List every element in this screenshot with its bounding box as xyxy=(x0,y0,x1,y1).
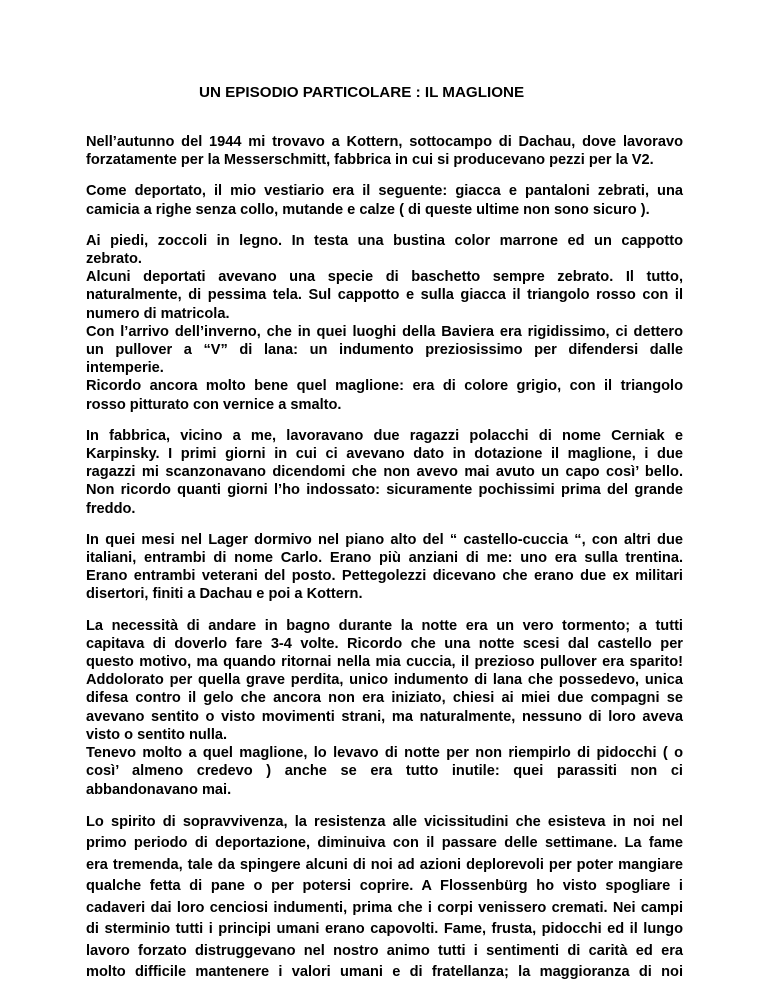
text-line: lavoro forzato distruggevano nel nostro animo tutti i sentimenti di carità ed era xyxy=(86,942,683,959)
text-line: Ricordo ancora molto bene quel maglione: era di colore grigio, con il triangolo xyxy=(86,378,683,395)
paragraph xyxy=(86,427,683,518)
text-line: naturalmente, di pessima tela. Sul cappotto e sulla giacca il triangolo rosso con il xyxy=(86,287,683,304)
text-line: In quei mesi nel Lager dormivo nel piano alto del “ castello-cuccia “, con altri due xyxy=(86,531,683,548)
text-line: cadaveri dai loro cenciosi indumenti, prima che i corpi venissero cremati. Nei campi xyxy=(86,899,683,916)
text-line: freddo. xyxy=(86,500,136,517)
document-title: UN EPISODIO PARTICOLARE : IL MAGLIONE xyxy=(199,84,525,101)
text-line: ragazzi mi scanzonavano dicendomi che non avevo mai avuto un capo così’ bello. xyxy=(86,464,683,481)
text-line: In fabbrica, vicino a me, lavoravano due ragazzi polacchi di nome Cerniak e xyxy=(86,427,683,444)
text-line: Non ricordo quanti giorni l’ho indossato: sicuramente pochissimi prima del grande xyxy=(86,482,683,499)
text-line: zebrato. xyxy=(86,251,142,268)
text-line: Erano entrambi veterani del posto. Pettegolezzi dicevano che erano due ex militari xyxy=(86,568,683,585)
paragraph xyxy=(86,812,683,984)
paragraph xyxy=(86,182,683,218)
text-line: abbandonavano mai. xyxy=(86,781,232,798)
text-line: difesa contro il gelo che ancora non era iniziato, chiesi ai miei due compagni se xyxy=(86,690,683,707)
text-line: Ai piedi, zoccoli in legno. In testa una bustina color marrone ed un cappotto xyxy=(86,232,683,249)
text-line: Addolorato per quella grave perdita, unico indumento di lana che possedevo, unica xyxy=(86,672,683,689)
text-line: intemperie. xyxy=(86,360,164,377)
text-line: qualche fetta di pane o per potersi coprire. A Flossenbürg ho visto spogliare i xyxy=(86,878,683,895)
text-line: capitava di doverlo fare 3-4 volte. Ricordo che una notte scesi dal castello per xyxy=(86,635,683,652)
text-line: molto difficile mantenere i valori umani e di fratellanza; la maggioranza di noi xyxy=(86,964,683,981)
text-line: Come deportato, il mio vestiario era il seguente: giacca e pantaloni zebrati, una xyxy=(86,183,683,200)
text-line: un pullover a “V” di lana: un indumento preziosissimo per difendersi dalle xyxy=(86,342,683,359)
text-line: Con l’arrivo dell’inverno, che in quei luoghi della Baviera era rigidissimo, ci dettero xyxy=(86,323,683,340)
text-line: La necessità di andare in bagno durante la notte era un vero tormento; a tutti xyxy=(86,617,683,634)
paragraph xyxy=(86,232,683,414)
text-line: Lo spirito di sopravvivenza, la resistenza alle vicissitudini che esisteva in noi nel xyxy=(86,813,683,830)
text-line: numero di matricola. xyxy=(86,305,230,322)
text-line: era tremenda, tale da spingere alcuni di noi ad azioni deplorevoli per poter mangiare xyxy=(86,856,683,873)
paragraph xyxy=(86,617,683,799)
text-line: così’ almeno credevo ) anche se era tutto inutile: quei parassiti non ci xyxy=(86,763,683,780)
document-body xyxy=(86,133,683,994)
text-line: disertori, finiti a Dachau e poi a Kottern. xyxy=(86,586,363,603)
text-line: Nell’autunno del 1944 mi trovavo a Kottern, sottocampo di Dachau, dove lavoravo xyxy=(86,134,683,150)
text-line: primo periodo di deportazione, diminuiva con il passare delle settimane. La fame xyxy=(86,835,683,852)
text-line: Karpinsky. I primi giorni in cui ci avevano dato in dotazione il maglione, i due xyxy=(86,446,683,463)
text-line: rosso pitturato con vernice a smalto. xyxy=(86,396,342,413)
text-line: questo motivo, ma quando ritornai nella mia cuccia, il prezioso pullover era sparito! xyxy=(86,654,683,671)
text-line: camicia a righe senza collo, mutande e calze ( di queste ultime non sono sicuro ). xyxy=(86,201,650,218)
text-line: Alcuni deportati avevano una specie di baschetto sempre zebrato. Il tutto, xyxy=(86,269,683,286)
text-line: Tenevo molto a quel maglione, lo levavo di notte per non riempirlo di pidocchi ( o xyxy=(86,745,683,762)
text-line: avevano sentito o visto movimenti strani, ma naturalmente, nessuno di loro aveva xyxy=(86,708,683,725)
text-line: visto o sentito nulla. xyxy=(86,726,228,743)
text-line: di sterminio tutti i principi umani erano capovolti. Fame, frusta, pidocchi ed il lungo xyxy=(86,921,683,938)
paragraph xyxy=(86,531,683,604)
paragraph xyxy=(86,133,683,169)
text-line: italiani, entrambi di nome Carlo. Erano più anziani di me: uno era sulla trentina. xyxy=(86,550,683,567)
text-line: forzatamente per la Messerschmitt, fabbrica in cui si producevano pezzi per la V2. xyxy=(86,152,654,169)
